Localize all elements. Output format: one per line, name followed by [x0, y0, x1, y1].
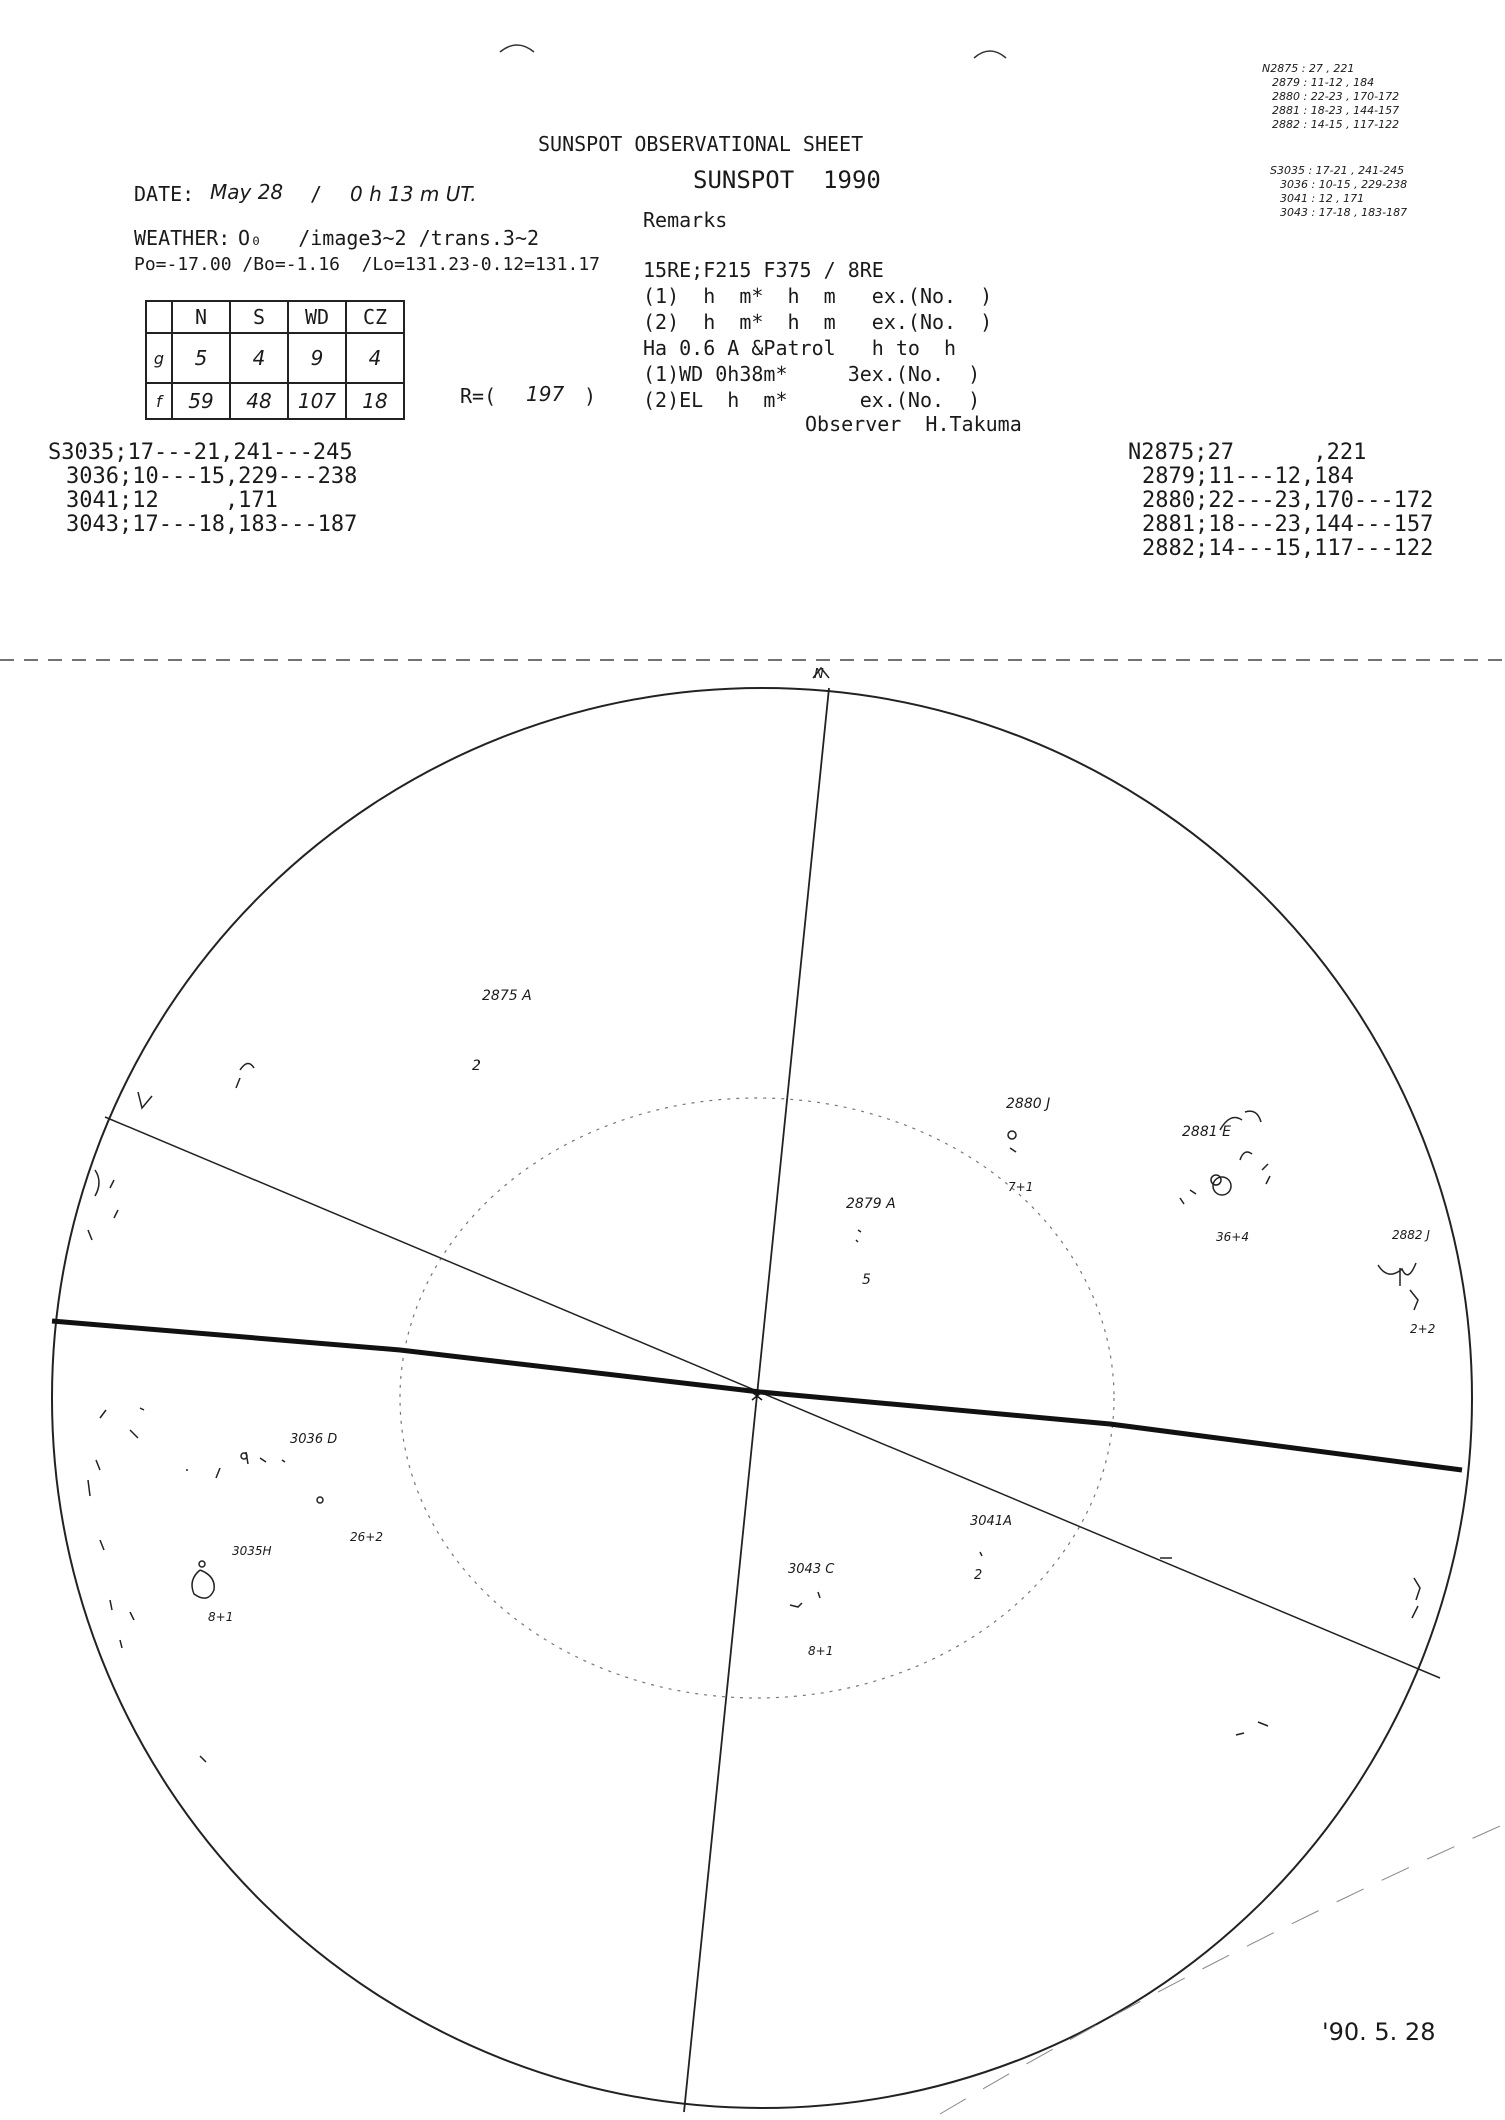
time-value: 0 h 13 m UT. — [350, 182, 477, 206]
table-cell: 5 — [172, 333, 230, 383]
group-label-3043: 3043 C — [788, 1562, 835, 1577]
weather-label: WEATHER: — [134, 226, 231, 250]
north-mark-label: N — [814, 664, 824, 679]
group-label-2875: 2875 A — [482, 988, 532, 1004]
table-header-row — [146, 301, 404, 333]
remarks-line: 15RE;F215 F375 / 8RE — [643, 258, 884, 282]
header-s: S — [230, 301, 288, 333]
north-group-line: 2882;14---15,117---122 — [1142, 536, 1434, 561]
group-count-2882: 2+2 — [1410, 1322, 1436, 1336]
table-cell: 9 — [288, 333, 346, 383]
north-group-line: N2875;27 ,221 — [1128, 440, 1367, 465]
south-group-line: 3036;10---15,229---238 — [66, 464, 358, 489]
group-label-2881: 2881 E — [1182, 1124, 1231, 1140]
south-group-line: 3041;12 ,171 — [66, 488, 278, 513]
table-cell: 18 — [346, 383, 404, 419]
date-stamp: '90. 5. 28 — [1322, 2018, 1436, 2046]
r-close: ) — [584, 384, 597, 408]
r-value: 197 — [526, 382, 565, 406]
group-count-3035: 8+1 — [208, 1610, 234, 1624]
header-cz: CZ — [346, 301, 404, 333]
corner-note-line: 3043 : 17-18 , 183-187 — [1280, 206, 1408, 219]
north-group-line: 2881;18---23,144---157 — [1142, 512, 1434, 537]
r-label: R=( — [460, 384, 497, 408]
solar-disc-drawing — [0, 640, 1505, 2120]
table-row — [146, 333, 404, 383]
group-count-2879: 5 — [862, 1272, 871, 1288]
row-label: g — [146, 333, 172, 383]
group-label-2880: 2880 J — [1006, 1096, 1051, 1112]
remarks-line: Ha 0.6 A &Patrol h to h — [643, 336, 957, 360]
group-count-3036: 26+2 — [350, 1530, 383, 1544]
group-count-3043: 8+1 — [808, 1644, 834, 1658]
group-label-2882: 2882 J — [1392, 1228, 1430, 1242]
group-label-3035: 3035H — [232, 1544, 272, 1558]
south-group-line: S3035;17---21,241---245 — [48, 440, 353, 465]
celestial-line — [105, 1117, 1440, 1678]
paper-crease — [940, 1826, 1500, 2114]
corner-note-line: S3035 : 17-21 , 241-245 — [1270, 164, 1405, 177]
group-count-2875: 2 — [472, 1058, 481, 1074]
sheet-subtitle: SUNSPOT 1990 — [693, 166, 881, 194]
table-cell: 4 — [346, 333, 404, 383]
disc-outline — [52, 688, 1472, 2108]
remarks-line: (1) h m* h m ex.(No. ) — [643, 284, 993, 308]
corner-note-line: 3041 : 12 , 171 — [1280, 192, 1365, 205]
group-count-2881: 36+4 — [1216, 1230, 1249, 1244]
table-cell: 59 — [172, 383, 230, 419]
group-label-2879: 2879 A — [846, 1196, 896, 1212]
table-row — [146, 383, 404, 419]
observer: Observer H.Takuma — [805, 412, 1022, 436]
header-wd: WD — [288, 301, 346, 333]
corner-note-line: N2875 : 27 , 221 — [1262, 62, 1355, 75]
weather-value: O₀ /image3~2 /trans.3~2 — [238, 226, 540, 250]
remarks-line: (2)EL h m* ex.(No. ) — [643, 388, 981, 412]
table-cell: 107 — [288, 383, 346, 419]
corner-note-line: 2880 : 22-23 , 170-172 — [1272, 90, 1400, 103]
remarks-heading: Remarks — [643, 208, 728, 232]
header-n: N — [172, 301, 230, 333]
table-cell: 48 — [230, 383, 288, 419]
ns-axis — [684, 688, 829, 2112]
remarks-line: (1)WD 0h38m* 3ex.(No. ) — [643, 362, 981, 386]
table-cell: 4 — [230, 333, 288, 383]
row-label: f — [146, 383, 172, 419]
po-line: Po=-17.00 /Bo=-1.16 /Lo=131.23-0.12=131.17 — [134, 254, 600, 275]
sheet-title: SUNSPOT OBSERVATIONAL SHEET — [538, 132, 864, 156]
group-count-3041: 2 — [974, 1568, 983, 1583]
sunspot-sketches — [88, 1062, 1420, 1762]
group-label-3041: 3041A — [970, 1514, 1012, 1529]
remarks-line: (2) h m* h m ex.(No. ) — [643, 310, 993, 334]
corner-note-line: 2882 : 14-15 , 117-122 — [1272, 118, 1400, 131]
group-label-3036: 3036 D — [290, 1432, 338, 1447]
corner-note-line: 2879 : 11-12 , 184 — [1272, 76, 1375, 89]
group-count-2880: 7+1 — [1008, 1180, 1034, 1194]
corner-note-line: 3036 : 10-15 , 229-238 — [1280, 178, 1408, 191]
counts-table — [145, 300, 405, 420]
south-group-line: 3043;17---18,183---187 — [66, 512, 358, 537]
date-label: DATE: — [134, 182, 195, 206]
north-group-line: 2879;11---12,184 — [1142, 464, 1354, 489]
date-separator: / — [310, 182, 323, 206]
north-group-line: 2880;22---23,170---172 — [1142, 488, 1434, 513]
date-value: May 28 — [210, 180, 284, 204]
corner-note-line: 2881 : 18-23 , 144-157 — [1272, 104, 1400, 117]
